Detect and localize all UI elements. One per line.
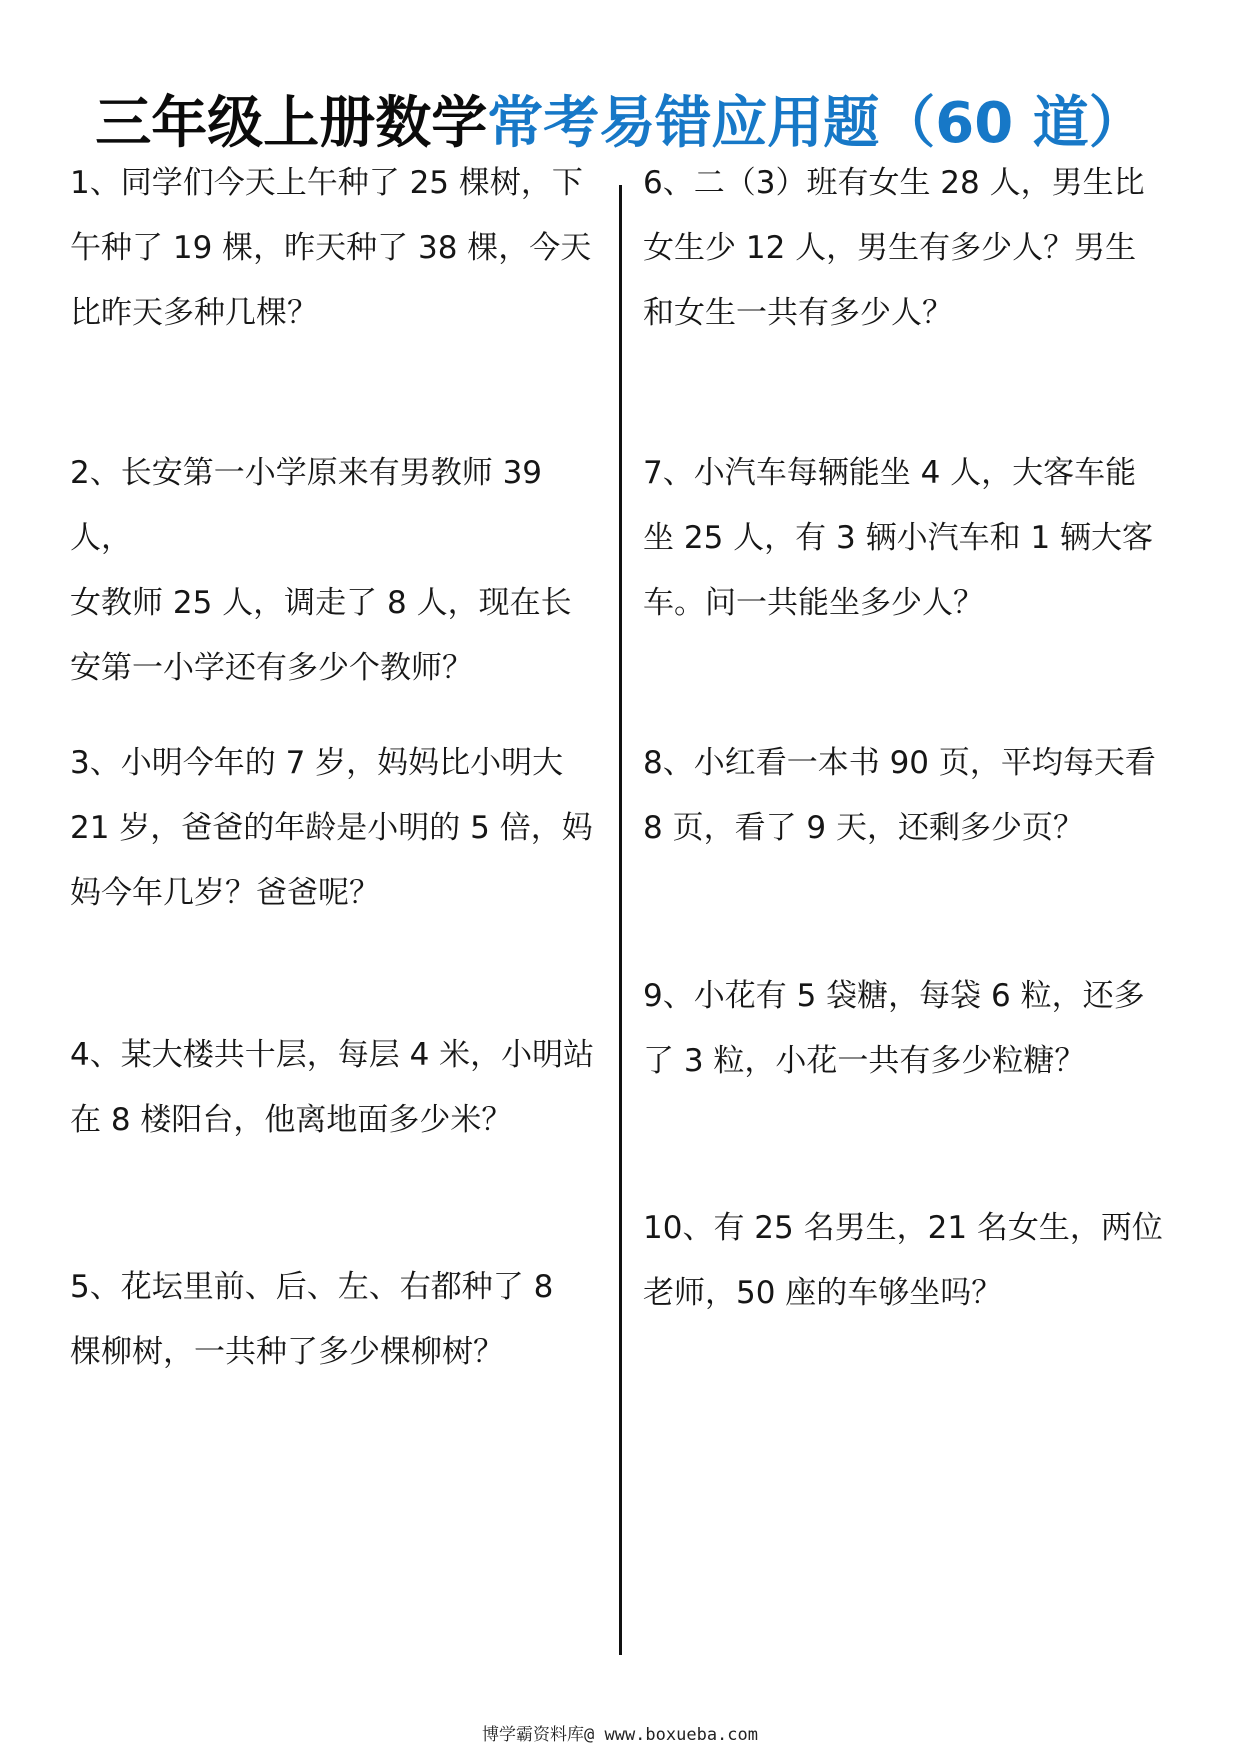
question-1: 1、同学们今天上午种了 25 棵树，下 午种了 19 棵，昨天种了 38 棵，今天 比昨天多种几棵？ — [70, 165, 592, 331]
question-3: 3、小明今年的 7 岁，妈妈比小明大 21 岁，爸爸的年龄是小明的 5 倍，妈 妈今年几岁？爸爸呢？ — [70, 745, 593, 911]
question-4: 4、某大楼共十层，每层 4 米，小明站 在 8 楼阳台，他离地面多少米？ — [70, 1037, 595, 1138]
question-2: 2、长安第一小学原来有男教师 39 人， 女教师 25 人，调走了 8 人，现在长 安第一小学还有多少个教师？ — [70, 455, 572, 686]
question-5: 5、花坛里前、后、左、右都种了 8 棵柳树，一共种了多少棵柳树？ — [70, 1269, 554, 1370]
question-9: 9、小花有 5 袋糖，每袋 6 粒，还多 了 3 粒，小花一共有多少粒糖？ — [643, 978, 1145, 1079]
title-part-blue: 常考易错应用题（60 道） — [487, 91, 1145, 156]
question-10: 10、有 25 名男生，21 名女生，两位 老师，50 座的车够坐吗？ — [643, 1210, 1163, 1311]
footer-watermark: 博学霸资料库@ www.boxueba.com — [482, 1725, 758, 1745]
question-6: 6、二（3）班有女生 28 人，男生比 女生少 12 人，男生有多少人？男生 和女生一共有多少人？ — [643, 165, 1145, 331]
question-8: 8、小红看一本书 90 页，平均每天看 8 页，看了 9 天，还剩多少页？ — [643, 745, 1156, 846]
column-divider — [619, 185, 622, 1655]
question-7: 7、小汽车每辆能坐 4 人，大客车能 坐 25 人，有 3 辆小汽车和 1 辆大客 车。问一共能坐多少人？ — [643, 455, 1154, 621]
title-part-black: 三年级上册数学 — [95, 91, 488, 156]
